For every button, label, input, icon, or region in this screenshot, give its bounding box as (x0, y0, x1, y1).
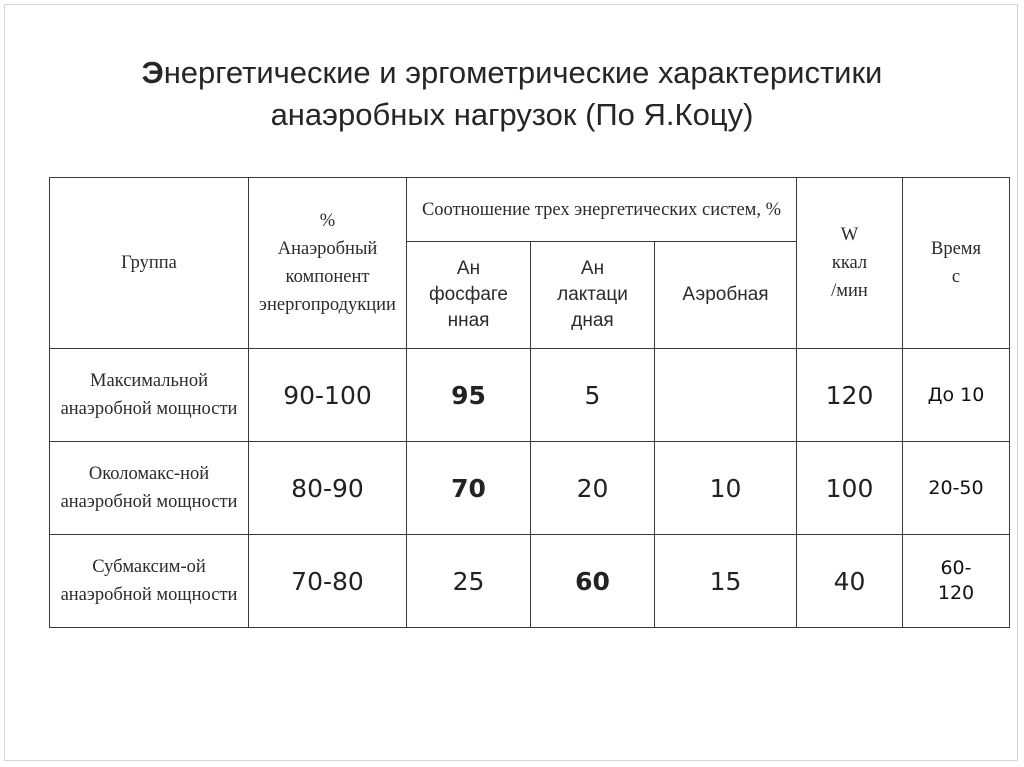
cell-lactate: 20 (531, 442, 655, 535)
cell-time: 60- 120 (903, 535, 1010, 628)
title-lead-letter: Э (141, 55, 164, 90)
cell-anaerobic: 90-100 (249, 349, 407, 442)
header-energy-systems: Соотношение трех энергетических систем, % (407, 178, 797, 242)
cell-group: Субмаксим-ой анаэробной мощности (50, 535, 249, 628)
cell-group: Околомакс-ной анаэробной мощности (50, 442, 249, 535)
cell-phosphagen: 70 (407, 442, 531, 535)
characteristics-table (49, 177, 1010, 628)
header-row-1 (50, 178, 1010, 242)
header-group: Группа (50, 178, 249, 349)
slide-title (60, 52, 964, 136)
header-phosphagen: Ан фосфаге нная (407, 242, 531, 349)
header-power: W ккал /мин (797, 178, 903, 349)
title-line-2: анаэробных нагрузок (По Я.Коцу) (270, 97, 754, 132)
title-line-1-rest: нергетические и эргометрические характеристики (163, 55, 883, 90)
cell-power: 120 (797, 349, 903, 442)
header-aerobic: Аэробная (655, 242, 797, 349)
cell-time: До 10 (903, 349, 1010, 442)
header-time: Время с (903, 178, 1010, 349)
cell-lactate: 60 (531, 535, 655, 628)
cell-power: 100 (797, 442, 903, 535)
table-row (50, 349, 1010, 442)
cell-time: 20-50 (903, 442, 1010, 535)
header-lactate: Ан лактаци дная (531, 242, 655, 349)
cell-group: Максимальной анаэробной мощности (50, 349, 249, 442)
cell-aerobic (655, 349, 797, 442)
cell-power: 40 (797, 535, 903, 628)
header-anaerobic-component: % Анаэробный компонент энергопродукции (249, 178, 407, 349)
table-row (50, 442, 1010, 535)
cell-anaerobic: 70-80 (249, 535, 407, 628)
cell-phosphagen: 95 (407, 349, 531, 442)
cell-lactate: 5 (531, 349, 655, 442)
cell-aerobic: 10 (655, 442, 797, 535)
cell-anaerobic: 80-90 (249, 442, 407, 535)
table-row (50, 535, 1010, 628)
cell-aerobic: 15 (655, 535, 797, 628)
cell-phosphagen: 25 (407, 535, 531, 628)
title-line-1 (60, 52, 964, 94)
